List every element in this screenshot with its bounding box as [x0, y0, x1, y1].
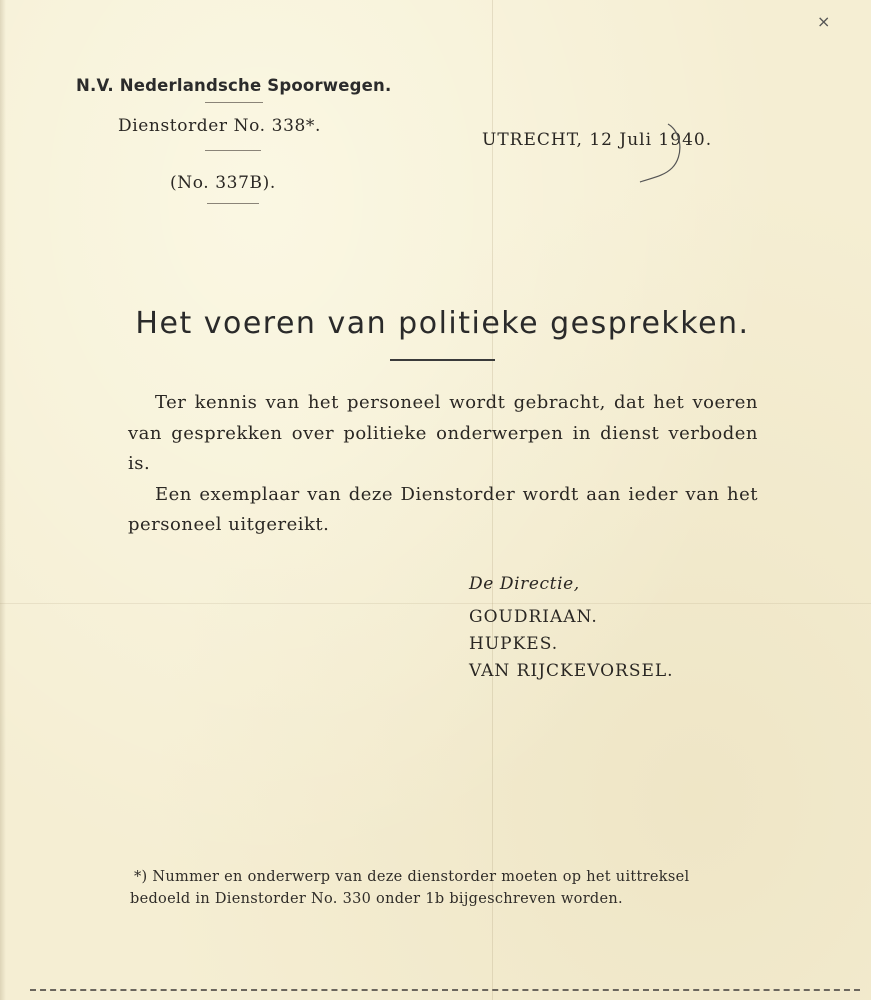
divider-rule — [205, 102, 263, 103]
footnote-line-1: *) Nummer en onderwerp van deze dienstorder moeten op het uittreksel — [134, 869, 690, 885]
signature-name: GOUDRIAAN. — [469, 607, 598, 627]
footnote-line-2: bedoeld in Dienstorder No. 330 onder 1b bijgeschreven worden. — [130, 891, 623, 907]
place-date: UTRECHT, 12 Juli 1940. — [482, 130, 713, 150]
perforation-line — [30, 989, 860, 991]
footnote — [130, 866, 762, 910]
order-number: Dienstorder No. 338*. — [118, 116, 322, 136]
company-name: N.V. Nederlandsche Spoorwegen. — [76, 76, 392, 95]
body-paragraph-1: Ter kennis van het personeel wordt gebracht, dat het voeren van gesprekken over politieke onderwerpen in dienst verboden is. — [128, 392, 758, 474]
document-title: Het voeren van politieke gesprekken. — [135, 306, 750, 341]
paper-edge-shadow — [0, 0, 6, 1000]
handwritten-pencil-mark — [630, 118, 690, 193]
title-underline — [390, 359, 495, 361]
divider-rule — [207, 203, 259, 204]
order-sub-number: (No. 337B). — [170, 173, 276, 193]
corner-x-mark: × — [817, 12, 831, 31]
signature-name: VAN RIJCKEVORSEL. — [469, 661, 674, 681]
body-text — [128, 388, 758, 541]
signature-label: De Directie, — [469, 574, 580, 594]
signature-name: HUPKES. — [469, 634, 559, 654]
body-paragraph-2: Een exemplaar van deze Dienstorder wordt aan ieder van het personeel uitgereikt. — [128, 483, 758, 535]
divider-rule — [205, 150, 261, 151]
horizontal-fold-line — [0, 603, 871, 604]
